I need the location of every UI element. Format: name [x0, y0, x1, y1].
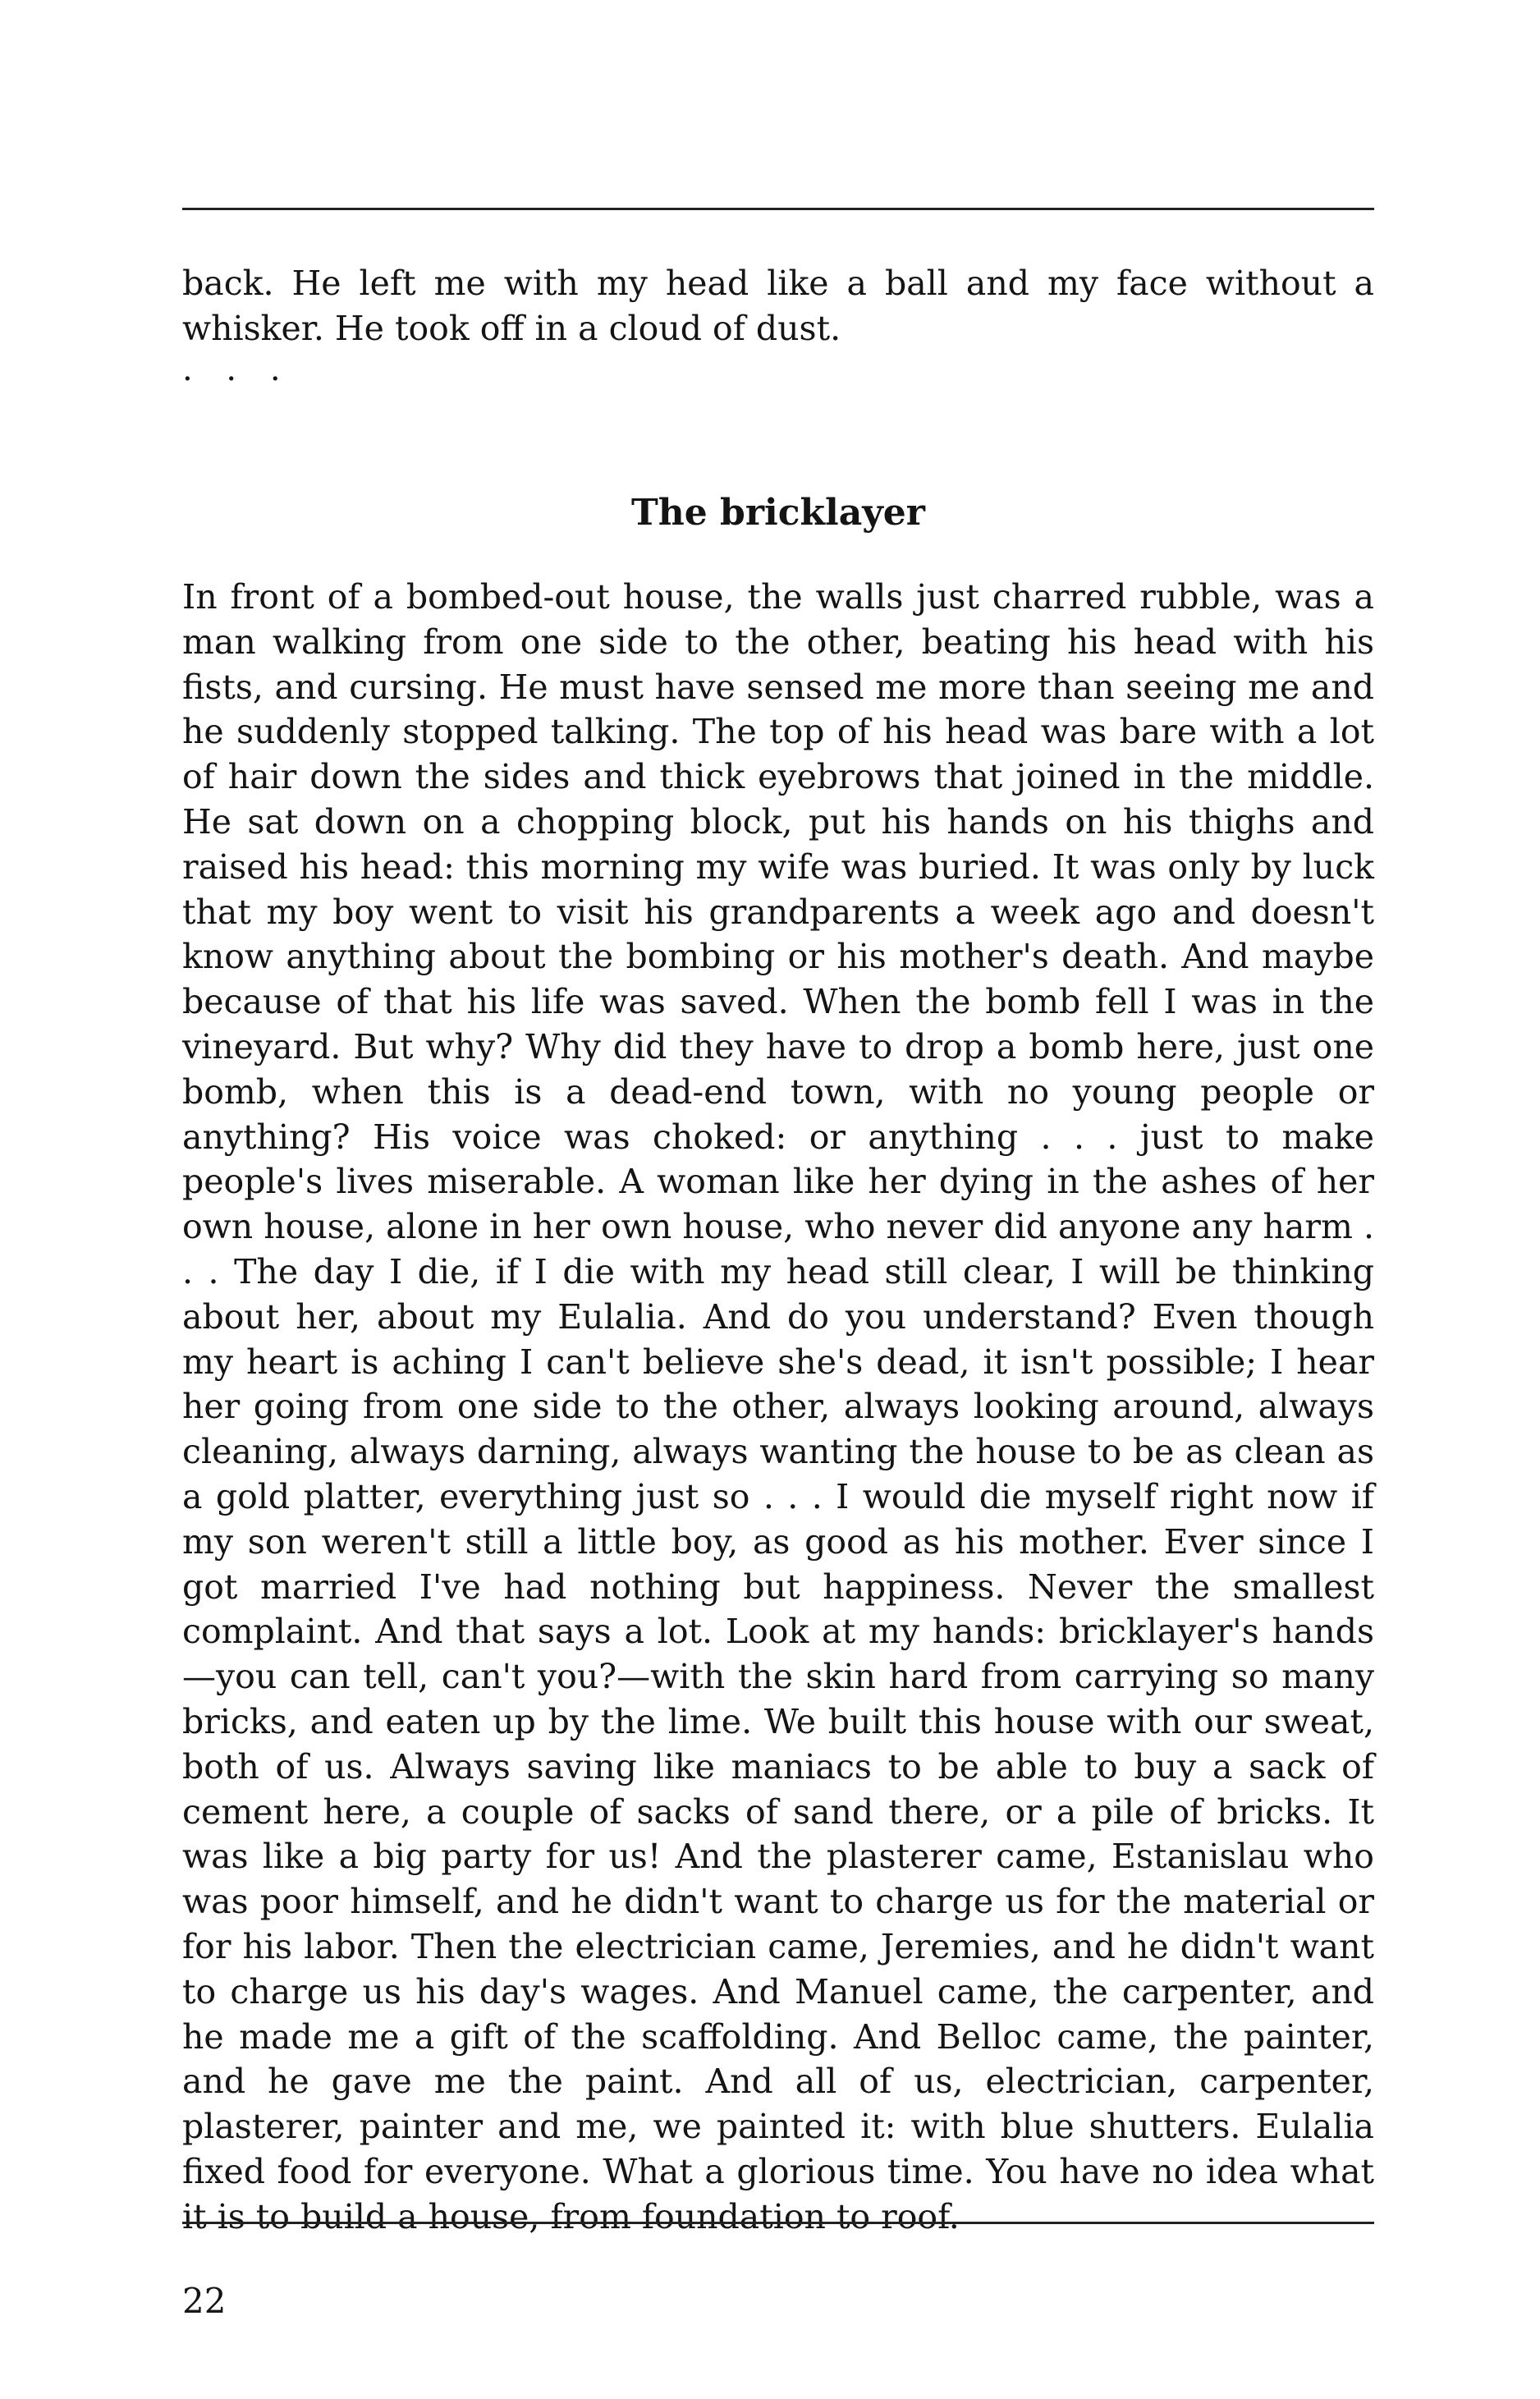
page-number: 22	[182, 2281, 227, 2321]
body-text: In front of a bombed-out house, the walls just charred rubble, was a man walking from one side to the other, beating his head with his fists, and cursing. He must have sensed me more than seeing me and he suddenly stopped talking. The top of his head was bare with a lot of hair down the sides and thick eyebrows that joined in the middle. He sat down on a chopping block, put his hands on his thighs and raised his head: this morning my wife was buried. It was only by luck that my boy went to visit his grandparents a week ago and doesn't know anything about the bombing or his mother's death. And maybe because of that his life was saved. When the bomb fell I was in the vineyard. But why? Why did they have to drop a bomb here, just one bomb, when this is a dead-end town, with no young people or anything? His voice was choked: or anything . . . just to make people's lives miserable. A woman like her dying in the ashes of her own house, alone in her own house, who never did anyone any harm . . . The day I die, if I die with my head still clear, I will be thinking about her, about my Eulalia. And do you understand? Even though my heart is aching I can't believe she's dead, it isn't possible; I hear her going from one side to the other, always looking around, always cleaning, always darning, always wanting the house to be as clean as a gold platter, everything just so . . . I would die myself right now if my son weren't still a little boy, as good as his mother. Ever since I got married I've had nothing but happiness. Never the smallest complaint. And that says a lot. Look at my hands: bricklayer's hands—you can tell, can't you?—with the skin hard from carrying so many bricks, and eaten up by the lime. We built this house with our sweat, both of us. Always saving like maniacs to be able to buy a sack of cement here, a couple of sacks of sand there, or a pile of bricks. It was like a big party for us! And the plasterer came, Estanislau who was poor himself, and he didn't want to charge us for the material or for his labor. Then the electrician came, Jeremies, and he didn't want to charge us his day's wages. And Manuel came, the carpenter, and he made me a gift of the scaffolding. And Belloc came, the painter, and he gave me the paint. And all of us, electrician, carpenter, plasterer, painter and me, we painted it: with blue shutters. Eulalia fixed food for everyone. What a glorious time. You have no idea what it is to build a house, from foundation to roof.	[182, 577, 1374, 2236]
intro-text: back. He left me with my head like a ball and my face without a whisker. He took off in a cloud of dust.	[182, 264, 1374, 348]
bottom-rule	[182, 2222, 1374, 2224]
body-paragraph	[182, 575, 1374, 2239]
top-rule	[182, 208, 1374, 210]
section-title: The bricklayer	[631, 492, 925, 534]
intro-paragraph	[182, 261, 1374, 351]
section-separator: . . .	[182, 351, 292, 388]
